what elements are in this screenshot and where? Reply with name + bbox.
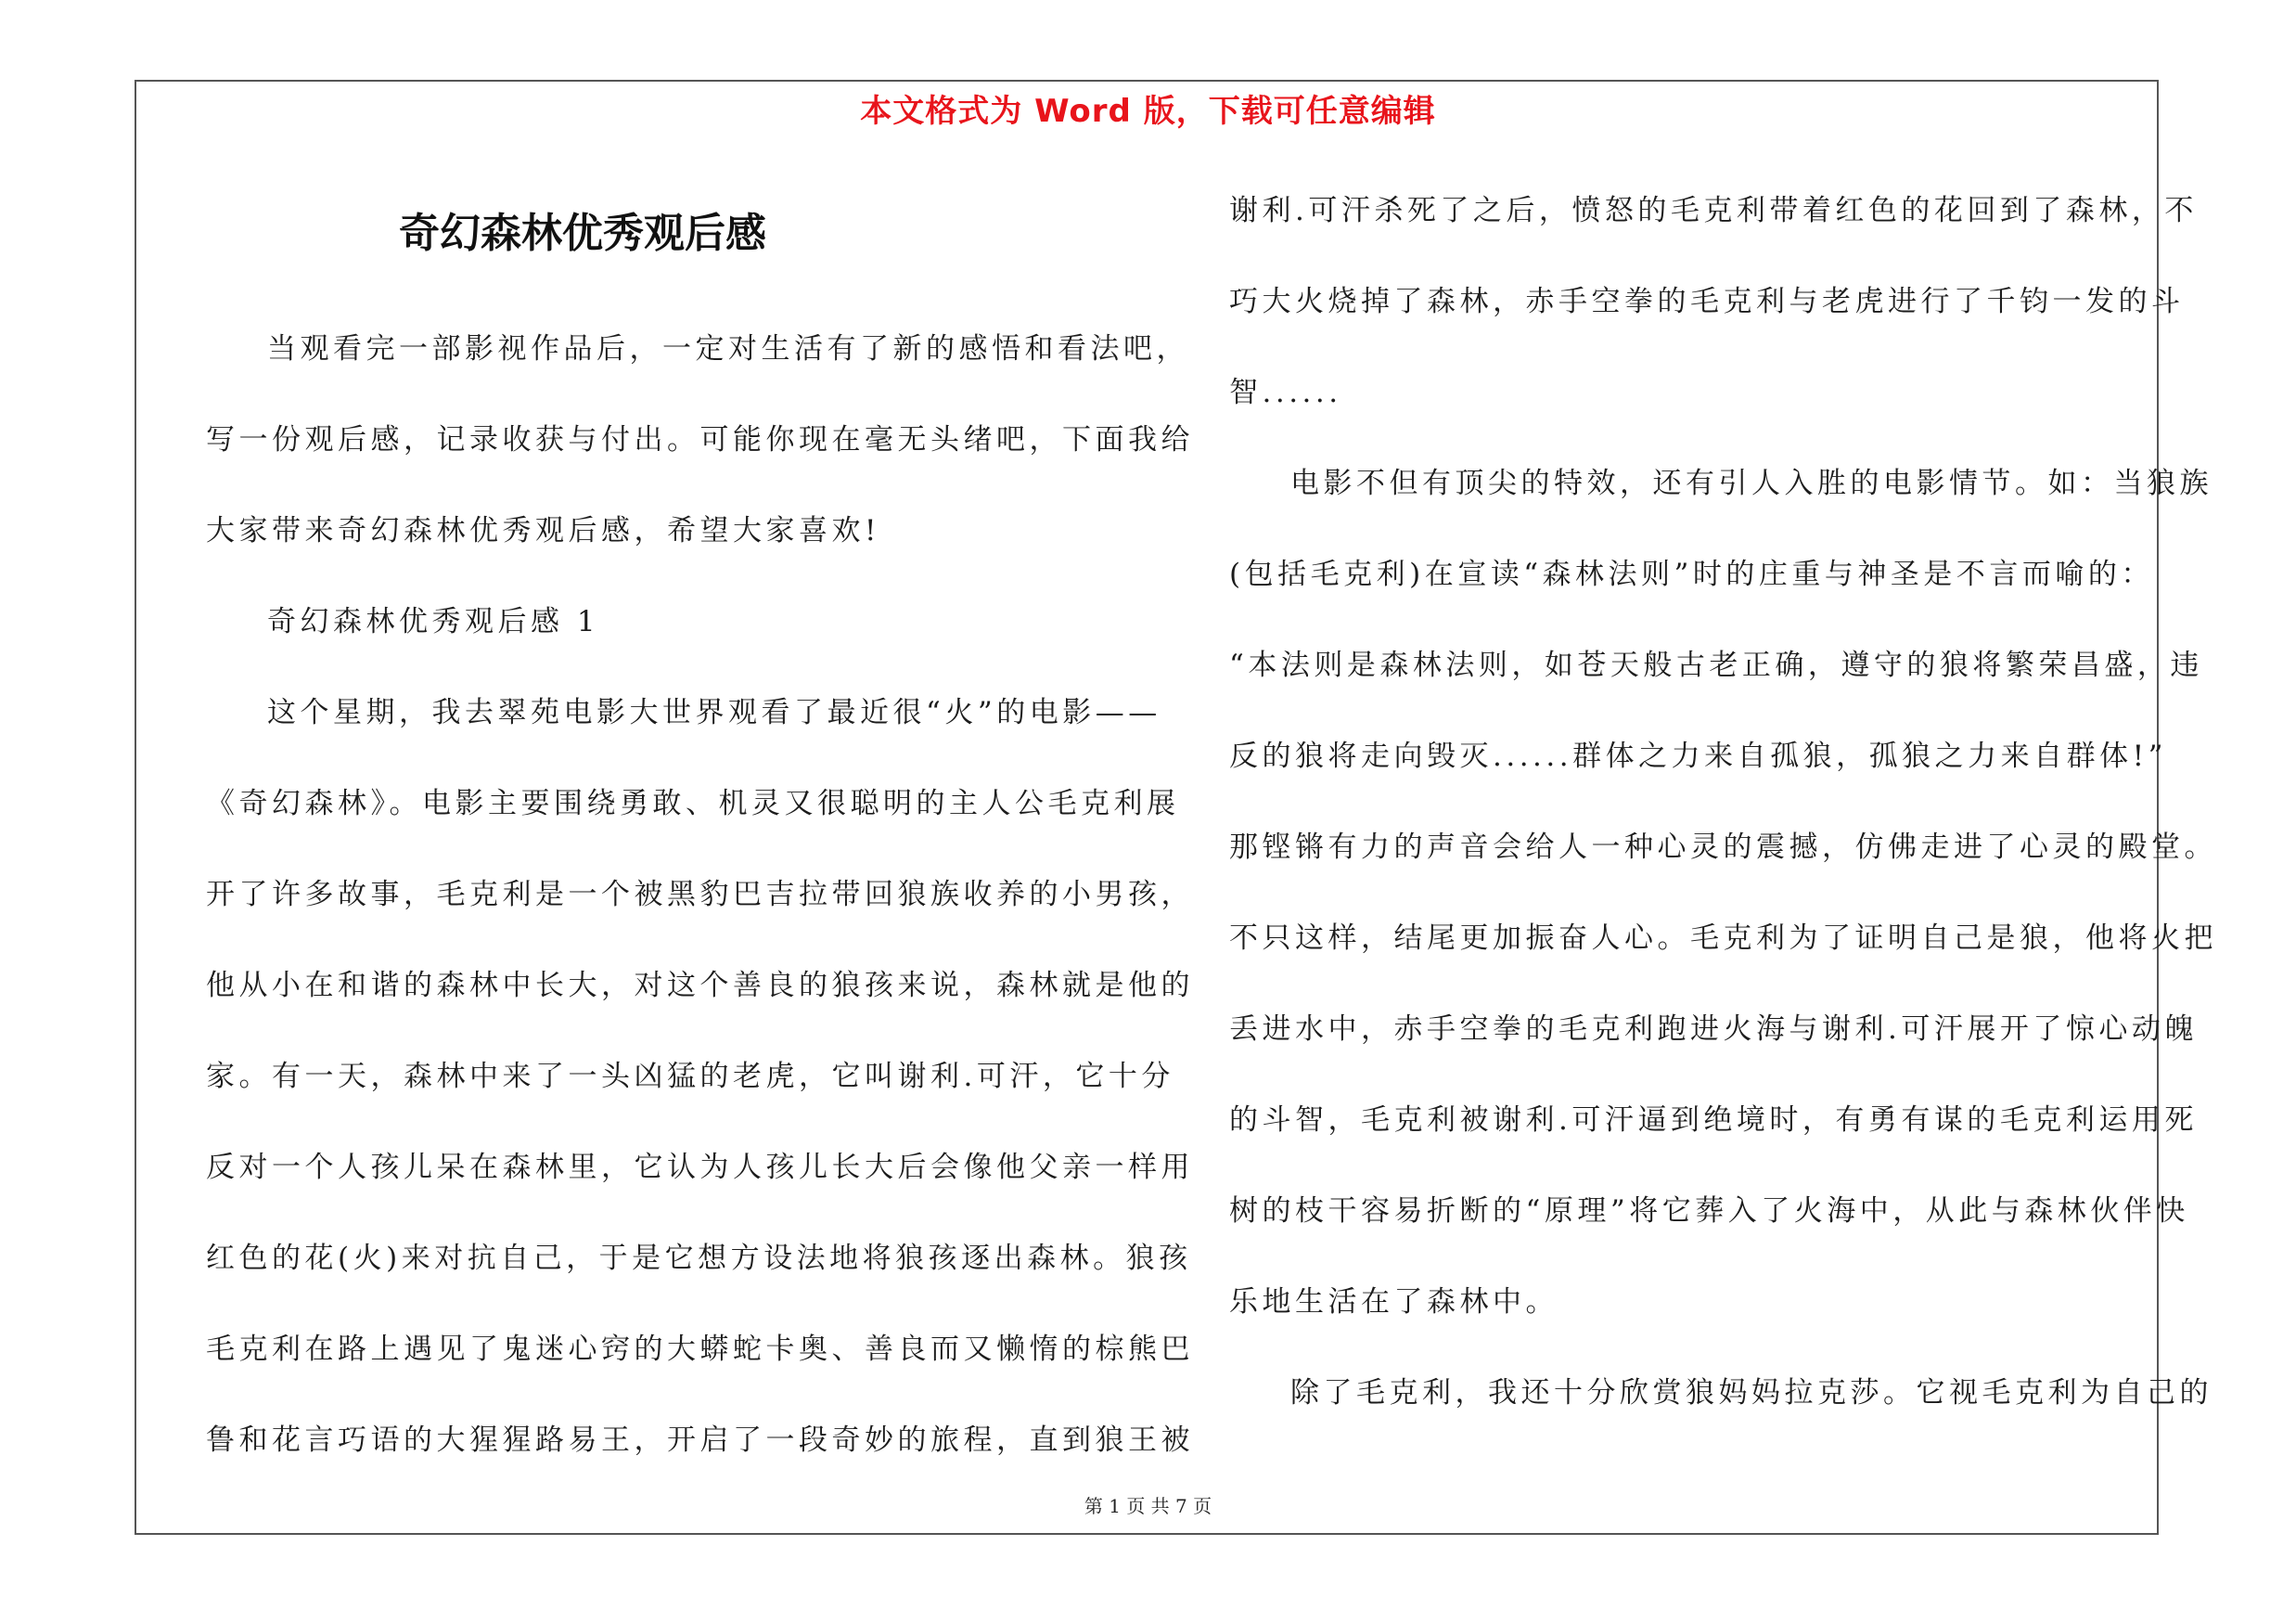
right-line: 丢进水中，赤手空拳的毛克利跑进火海与谢利.可汗展开了惊心动魄: [1229, 1012, 2198, 1046]
left-line: 大家带来奇幻森林优秀观后感，希望大家喜欢!: [206, 514, 880, 547]
right-line: 的斗智，毛克利被谢利.可汗逼到绝境时，有勇有谋的毛克利运用死: [1229, 1103, 2198, 1137]
left-line: 写一份观后感，记录收获与付出。可能你现在毫无头绪吧，下面我给: [206, 423, 1194, 457]
left-line: 奇幻森林优秀观后感 1: [267, 605, 600, 638]
document-title: 奇幻森林优秀观后感: [399, 210, 766, 257]
left-line: 家。有一天，森林中来了一头凶猛的老虎，它叫谢利.可汗，它十分: [206, 1060, 1174, 1093]
left-line: 《奇幻森林》。电影主要围绕勇敢、机灵又很聪明的主人公毛克利展: [206, 787, 1180, 820]
format-banner: 本文格式为 Word 版，下载可任意编辑: [860, 93, 1436, 130]
right-line: 不只这样，结尾更加振奋人心。毛克利为了证明自己是狼，他将火把: [1229, 921, 2217, 955]
page-number-footer: 第 1 页 共 7 页: [1084, 1495, 1212, 1517]
right-line: 乐地生活在了森林中。: [1229, 1285, 1558, 1319]
right-line: 树的枝干容易折断的“原理”将它葬入了火海中，从此与森林伙伴快: [1229, 1194, 2189, 1228]
right-line: 那铿锵有力的声音会给人一种心灵的震撼，仿佛走进了心灵的殿堂。: [1229, 831, 2217, 864]
right-line: 反的狼将走向毁灭......群体之力来自孤狼，孤狼之力来自群体!”: [1229, 740, 2167, 773]
left-line: 鲁和花言巧语的大猩猩路易王，开启了一段奇妙的旅程，直到狼王被: [206, 1423, 1194, 1457]
right-line: 智......: [1229, 376, 1342, 409]
right-line: 巧大火烧掉了森林，赤手空拳的毛克利与老虎进行了千钧一发的斗: [1229, 285, 2185, 318]
left-line: 反对一个人孩儿呆在森林里，它认为人孩儿长大后会像他父亲一样用: [206, 1151, 1194, 1184]
right-line: (包括毛克利)在宣读“森林法则”时的庄重与神圣是不言而喻的：: [1229, 558, 2154, 591]
left-line: 他从小在和谐的森林中长大，对这个善良的狼孩来说，森林就是他的: [206, 969, 1194, 1002]
left-line: 这个星期，我去翠苑电影大世界观看了最近很“火”的电影——: [267, 696, 1161, 729]
right-line: “本法则是森林法则，如苍天般古老正确，遵守的狼将繁荣昌盛，违: [1229, 649, 2203, 682]
right-line: 除了毛克利，我还十分欣赏狼妈妈拉克莎。它视毛克利为自己的: [1290, 1376, 2213, 1410]
left-line: 毛克利在路上遇见了鬼迷心窍的大蟒蛇卡奥、善良而又懒惰的棕熊巴: [206, 1333, 1194, 1366]
right-line: 谢利.可汗杀死了之后，愤怒的毛克利带着红色的花回到了森林，不: [1229, 194, 2198, 227]
left-line: 当观看完一部影视作品后，一定对生活有了新的感悟和看法吧，: [267, 332, 1189, 366]
left-line: 红色的花(火)来对抗自己，于是它想方设法地将狼孩逐出森林。狼孩: [206, 1242, 1192, 1275]
left-line: 开了许多故事，毛克利是一个被黑豹巴吉拉带回狼族收养的小男孩，: [206, 878, 1194, 911]
right-line: 电影不但有顶尖的特效，还有引人入胜的电影情节。如：当狼族: [1290, 467, 2213, 500]
